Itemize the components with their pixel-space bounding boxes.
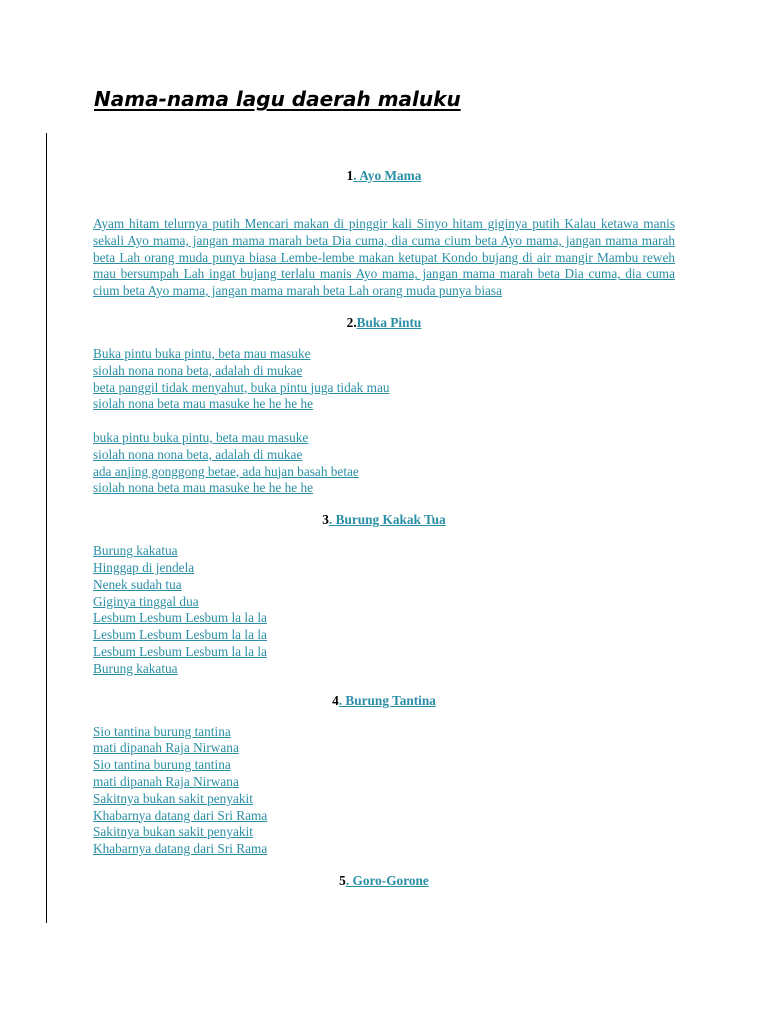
song-title-link[interactable]: Buka Pintu bbox=[356, 314, 422, 330]
lyrics-stanza bbox=[93, 543, 675, 677]
song-section-burung-tantina bbox=[93, 691, 675, 858]
song-heading bbox=[93, 166, 675, 186]
lyric-line-link[interactable]: siolah nona nona beta, adalah di mukae bbox=[93, 362, 303, 378]
song-number: 1 bbox=[346, 168, 354, 183]
lyrics-stanza bbox=[93, 346, 675, 413]
song-number: 2. bbox=[346, 314, 357, 330]
lyric-line-link[interactable]: Burung kakatua bbox=[93, 660, 178, 676]
song-number: 5 bbox=[339, 872, 346, 888]
lyric-line-link[interactable]: beta panggil tidak menyahut, buka pintu juga tidak mau bbox=[93, 379, 390, 395]
lyrics-stanza bbox=[93, 430, 675, 497]
margin-change-bar bbox=[46, 133, 47, 923]
lyric-line-link[interactable]: Lesbum Lesbum Lesbum la la la bbox=[93, 610, 267, 626]
lyric-line-link[interactable]: Giginya tinggal dua bbox=[93, 593, 199, 609]
song-number: 3 bbox=[322, 512, 329, 528]
song-section-burung-kakak-tua bbox=[93, 510, 675, 677]
lyric-line-link[interactable]: siolah nona nona beta, adalah di mukae bbox=[93, 446, 303, 462]
lyric-line-link[interactable]: Khabarnya datang dari Sri Rama bbox=[93, 807, 268, 823]
document-body bbox=[93, 166, 675, 891]
lyric-line-link[interactable]: buka pintu buka pintu, beta mau masuke bbox=[93, 429, 309, 445]
lyric-line-link[interactable]: Sio tantina burung tantina bbox=[93, 723, 231, 739]
lyric-line-link[interactable]: Khabarnya datang dari Sri Rama bbox=[93, 841, 268, 857]
lyric-line-link[interactable]: ada anjing gonggong betae, ada hujan basah betae bbox=[93, 463, 359, 479]
lyric-line-link[interactable]: Buka pintu buka pintu, beta mau masuke bbox=[93, 345, 311, 361]
lyric-line-link[interactable]: Sakitnya bukan sakit penyakit bbox=[93, 824, 253, 840]
lyric-line-link[interactable]: mati dipanah Raja Nirwana bbox=[93, 740, 239, 756]
lyric-line-link[interactable]: siolah nona beta mau masuke he he he he bbox=[93, 480, 314, 496]
song-heading bbox=[93, 871, 675, 891]
song-section-ayo-mama bbox=[93, 166, 675, 300]
lyric-line-link[interactable]: siolah nona beta mau masuke he he he he bbox=[93, 396, 314, 412]
song-heading bbox=[93, 510, 675, 530]
song-title-link[interactable]: . Goro-Gorone bbox=[345, 872, 429, 888]
song-heading bbox=[93, 313, 675, 333]
document-title: Nama-nama lagu daerah maluku bbox=[94, 87, 461, 111]
song-title-link[interactable]: . Burung Kakak Tua bbox=[328, 512, 446, 528]
lyric-line-link[interactable]: Sio tantina burung tantina bbox=[93, 757, 231, 773]
lyrics-stanza bbox=[93, 724, 675, 858]
lyric-line-link[interactable]: Hinggap di jendela bbox=[93, 559, 195, 575]
lyric-line-link[interactable]: Burung kakatua bbox=[93, 543, 178, 559]
song-title-link[interactable]: . Ayo Mama bbox=[353, 168, 422, 183]
song-title-link[interactable]: . Burung Tantina bbox=[338, 692, 436, 708]
song-section-goro-gorone bbox=[93, 871, 675, 891]
song-lyrics-link[interactable]: Ayam hitam telurnya putih Mencari makan di pinggir kali Sinyo hitam giginya putih Kalau ketawa manis sekali Ayo mama, jangan mama marah beta Dia cuma, dia cuma cium beta Ayo mama, jangan mama marah beta Lah orang muda punya biasa Lembe-lembe makan ketupat Kondo bujang di air mangir Mambu reweh mau bersumpah Lah ingat bujang terlalu manis Ayo mama, jangan mama marah beta Dia cuma, dia cuma cium beta Ayo mama, jangan mama marah beta Lah orang muda punya biasa bbox=[93, 216, 675, 299]
song-heading bbox=[93, 691, 675, 711]
lyric-line-link[interactable]: Nenek sudah tua bbox=[93, 576, 182, 592]
lyric-line-link[interactable]: mati dipanah Raja Nirwana bbox=[93, 773, 239, 789]
lyric-line-link[interactable]: Lesbum Lesbum Lesbum la la la bbox=[93, 643, 267, 659]
song-number: 4 bbox=[332, 692, 339, 708]
song-section-buka-pintu bbox=[93, 313, 675, 497]
lyric-line-link[interactable]: Sakitnya bukan sakit penyakit bbox=[93, 790, 253, 806]
lyric-line-link[interactable]: Lesbum Lesbum Lesbum la la la bbox=[93, 627, 267, 643]
